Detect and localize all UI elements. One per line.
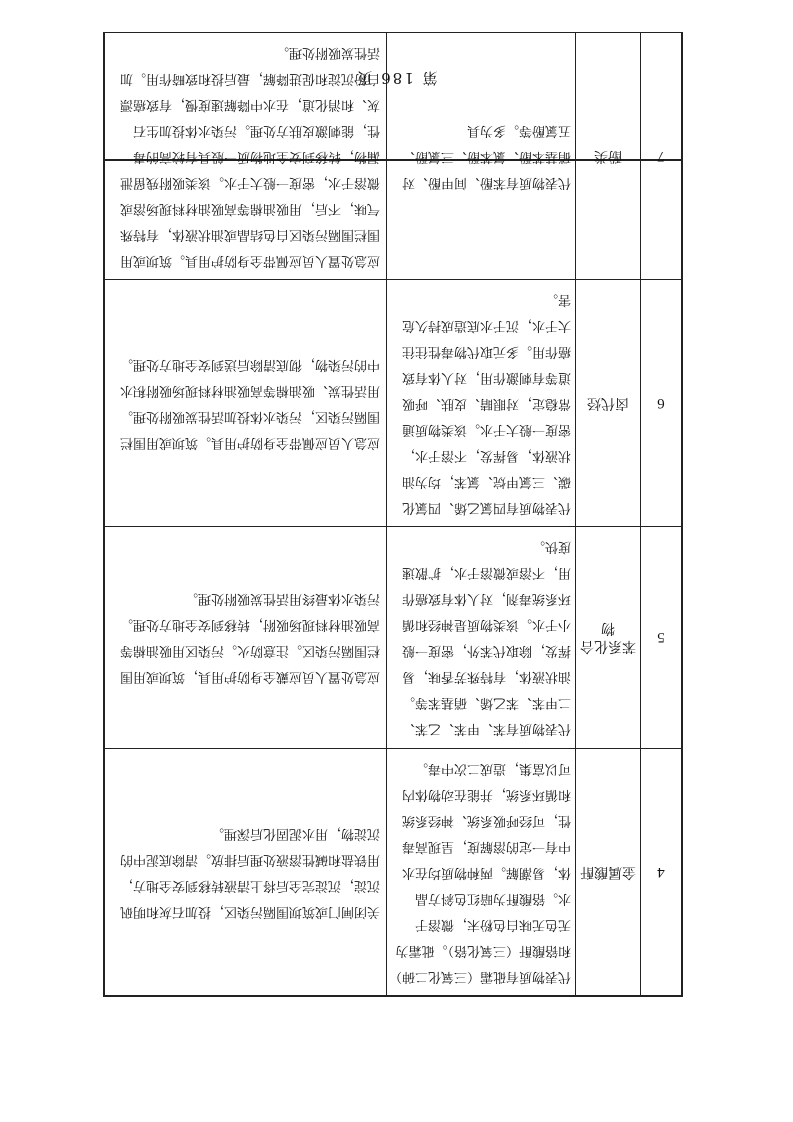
row-category: 金属酸酐 — [576, 749, 641, 996]
table-row — [104, 749, 682, 996]
table-row — [104, 527, 682, 749]
row-category: 酚类 — [576, 33, 641, 280]
table-row — [104, 280, 682, 527]
row-description: 代表物质有苯、甲苯、乙苯、二甲苯、苯乙烯、硝基苯等。油状液体，有特殊芳香味，易挥发，除取代苯外，密度一般小于水。该类物质是神经和循环系统毒剂，对人体有致癌作用，不溶或微溶于水，扩散速度快。 — [387, 527, 576, 749]
row-treatment: 应急处置人员应佩带全身防护用具。筑坝或用围栏围隔污染区白色结晶或油状液体，有特殊气味，不后，用吸油棉等高吸油材料现场溶或微溶于水，密度一般大于水。该类吸附残留泄漏物，转移到安全地物质一般具有较高的毒性，能刺激皮肤方处理。污染水体投加生石灰、和消化道，在水中降解速度慢，有致癌漂白粉沉淀和促进降解，最后投和致畸作用。加活性炭吸附处理。 — [104, 33, 387, 280]
row-category: 苯系化合物 — [576, 527, 641, 749]
row-number: 4 — [641, 749, 683, 996]
row-treatment: 关闭闸门或筑坝围隔污染区，投加石灰和明矾沉淀，沉淀完全后将上清液转移到安全地方，用铁盐和碱性溶液处理后排放。清除底泥中的沉淀物，用水泥固化后深埋。 — [104, 749, 387, 996]
row-number: 7 — [641, 33, 683, 280]
row-description: 代表物质有四氯乙烯、四氯化碳、三氯甲烷、氯苯，均为油状液体，易挥发，不溶于水，密度一般大于水。该类物质通常稳定，对眼睛、皮肤、呼吸道等有刺激作用，对人体有致癌作用。多元取代物毒性往往大于水，沉于水底造成持久危害。 — [387, 280, 576, 527]
row-description: 代表物质有砒霜（三氧化二砷）和铬酸酐（三氧化铬）。砒霜为无色无味白色粉末，微溶于水。铬酸酐为暗红色斜方晶体，易潮解。两种物质均在水中有一定的溶解度，呈现高毒性，可经呼吸系统、神经系统和循环系统，并能在动物体内可以富集，造成二次中毒。 — [387, 749, 576, 996]
table-row — [104, 33, 682, 280]
row-description: 代表物质有苯酚、间甲酚、对硝基苯酚、氯苯酚、三氯酚、五氯酚等。多为具 — [387, 33, 576, 280]
row-treatment: 应急处置人员应戴全身防护用具，筑坝或用围栏围隔污染区。注意防火。污染区用吸油棉等高吸油材料现场吸附，转移到安全地方处理。污染水体最终用活性炭吸附处理。 — [104, 527, 387, 749]
page-number: 第 186 页 — [355, 69, 438, 87]
hazard-table — [103, 32, 683, 996]
row-number: 5 — [641, 527, 683, 749]
table-bottom-rule — [103, 995, 683, 997]
row-treatment: 应急人员应佩带全身防护用具。筑坝或用围栏围隔污染区，污染水体投加活性炭吸附处理。用活性炭、吸油棉等高吸油材料现场吸附积水中的污染物，彻底清除后送到安全地方处理。 — [104, 280, 387, 527]
row-number: 6 — [641, 280, 683, 527]
row-category: 卤代烃 — [576, 280, 641, 527]
